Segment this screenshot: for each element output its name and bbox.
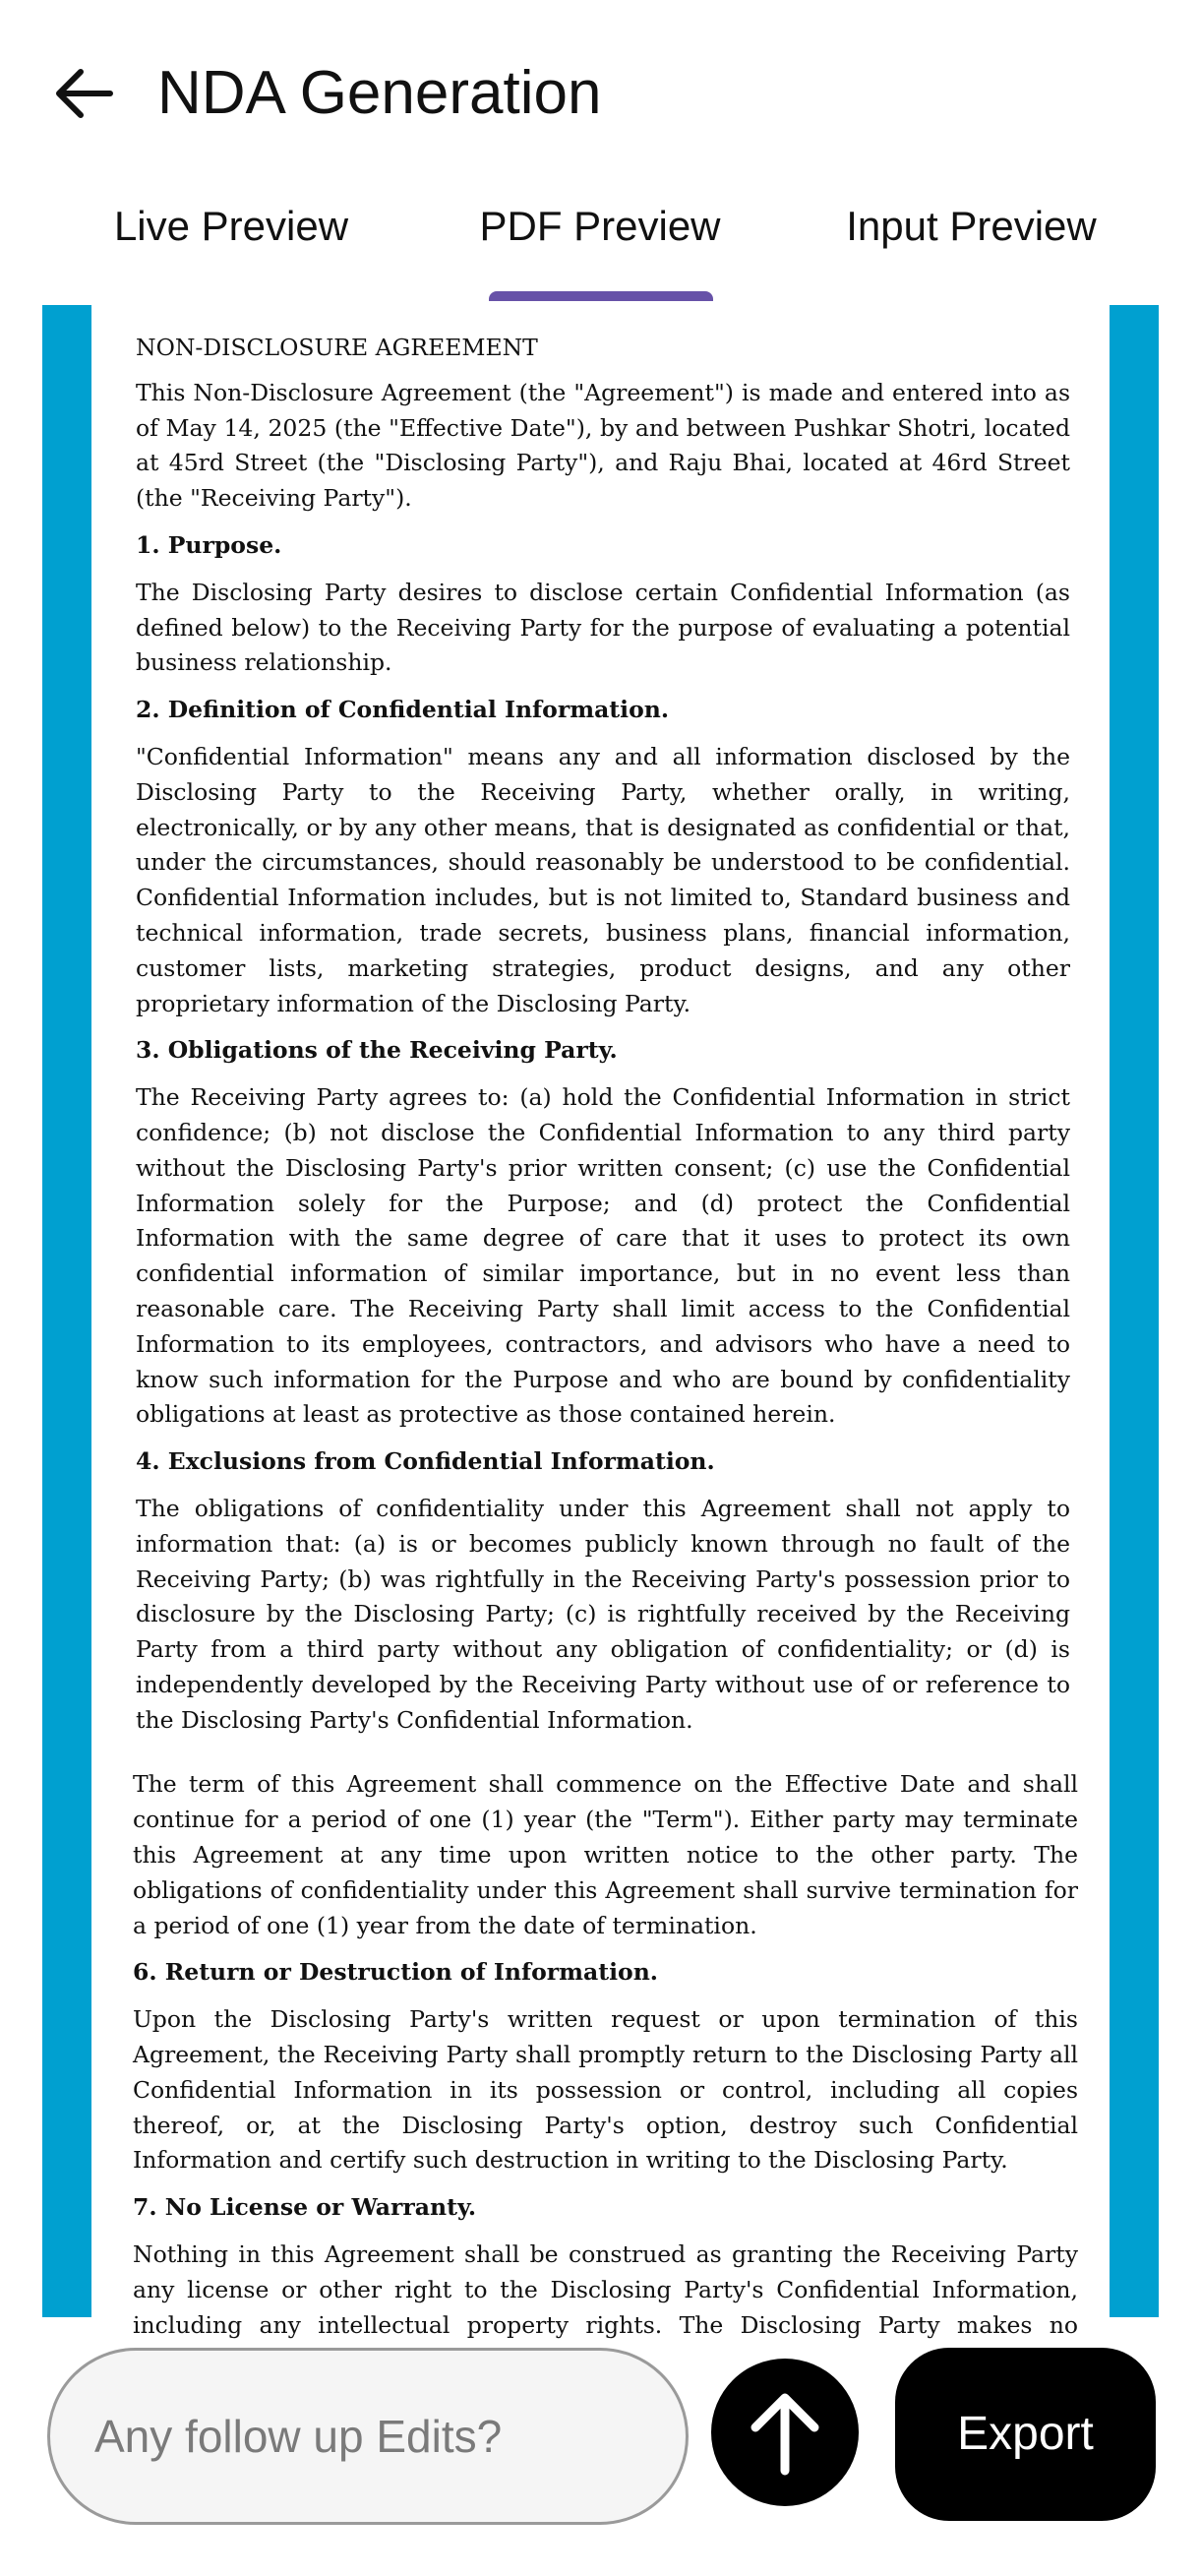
tab-bar [0,187,1201,300]
pdf-preview-viewport[interactable] [42,305,1159,2339]
section-body: "Confidential Information" means any and all information disclosed by the Disclosing Party to the Receiving Party, whether orally, in writing, electronically, or by any other means, that is designated as confidential or that, under the circumstances, should reasonably be understood to be confidential. Confidential Information includes, but is not limited to, Standard business and technical information, trade secrets, business plans, financial information, customer lists, marketing strategies, product designs, and any other proprietary information of the Disclosing Party. [136,742,1070,1017]
send-button[interactable] [711,2359,859,2506]
intro-paragraph: This Non-Disclosure Agreement (the "Agreement") is made and entered into as of May 14, 2025 (the "Effective Date"), by and between Pushkar Shotri, located at 45rd Street (the "Disclosing Party"), and Raju Bhai, located at 46rd Street (the "Receiving Party"). [136,378,1070,513]
section-heading: 1. Purpose. [136,530,282,559]
nda-document [133,331,1078,2390]
section-heading: 3. Obligations of the Receiving Party. [136,1036,618,1065]
arrow-up-icon [746,2388,824,2477]
follow-up-input-container [47,2348,689,2525]
tab-input-preview[interactable]: Input Preview [846,203,1097,249]
section-body: Upon the Disclosing Party's written request or upon termination of this Agreement, the Receiving Party shall promptly return to the Disclosing Party all Confidential Information in its possession or control, including all copies thereof, or, at the Disclosing Party's option, destroy such Confidential Information and certify such destruction in writing to the Disclosing Party. [133,2005,1078,2175]
active-tab-indicator [489,291,713,301]
section-heading: 7. No License or Warranty. [133,2193,477,2222]
document-title: NON-DISCLOSURE AGREEMENT [136,334,538,361]
section-body: The Disclosing Party desires to disclose certain Confidential Information (as defined below) to the Receiving Party for the purpose of evaluating a potential business relationship. [136,578,1070,677]
section-heading: 4. Exclusions from Confidential Information. [136,1447,715,1476]
arrow-left-icon [53,68,114,119]
export-button[interactable]: Export [895,2348,1156,2521]
page-title: NDA Generation [157,59,602,127]
tab-live-preview[interactable]: Live Preview [113,203,349,249]
section-body: Nothing in this Agreement shall be construed as granting the Receiving Party any license or other right to the Disclosing Party's Confidential Information, including any intellectual property rights. The Disclosing Party makes no [133,2240,1078,2339]
back-button[interactable] [49,59,118,128]
section-body: The term of this Agreement shall commence on the Effective Date and shall continue for a period of one (1) year (the "Term"). Either party may terminate this Agreement at any time upon written notice to the other party. The obligations of confidentiality under this Agreement shall survive termination for a period of one (1) year from the date of termination. [133,1770,1078,1939]
pdf-page [91,305,1110,2339]
section-heading: 2. Definition of Confidential Information. [136,696,670,724]
section-body: The obligations of confidentiality under this Agreement shall not apply to information that: (a) is or becomes publicly known through no fault of the Receiving Party; (b) was rightfully in the Receiving Party's possession prior to disclosure by the Disclosing Party; (c) is rightfully received by the Receiving Party from a third party without any obligation of confidentiality; or (d) is independently developed by the Receiving Party without use of or reference to the Disclosing Party's Confidential Information. [136,1494,1070,1734]
app-header [0,0,1201,187]
section-heading: 6. Return or Destruction of Information. [133,1958,658,1987]
follow-up-input[interactable] [50,2351,686,2522]
tab-pdf-preview[interactable]: PDF Preview [479,203,721,249]
section-body: The Receiving Party agrees to: (a) hold the Confidential Information in strict confidence; (b) not disclose the Confidential Information to any third party without the Disclosing Party's prior written consent; (c) use the Confidential Information solely for the Purpose; and (d) protect the Confidential Information with the same degree of care that it uses to protect its own confidential information of similar importance, but in no event less than reasonable care. The Receiving Party shall limit access to the Confidential Information to its employees, contractors, and advisors who have a need to know such information for the Purpose and who are bound by confidentiality obligations at least as protective as those contained herein. [136,1083,1070,1429]
